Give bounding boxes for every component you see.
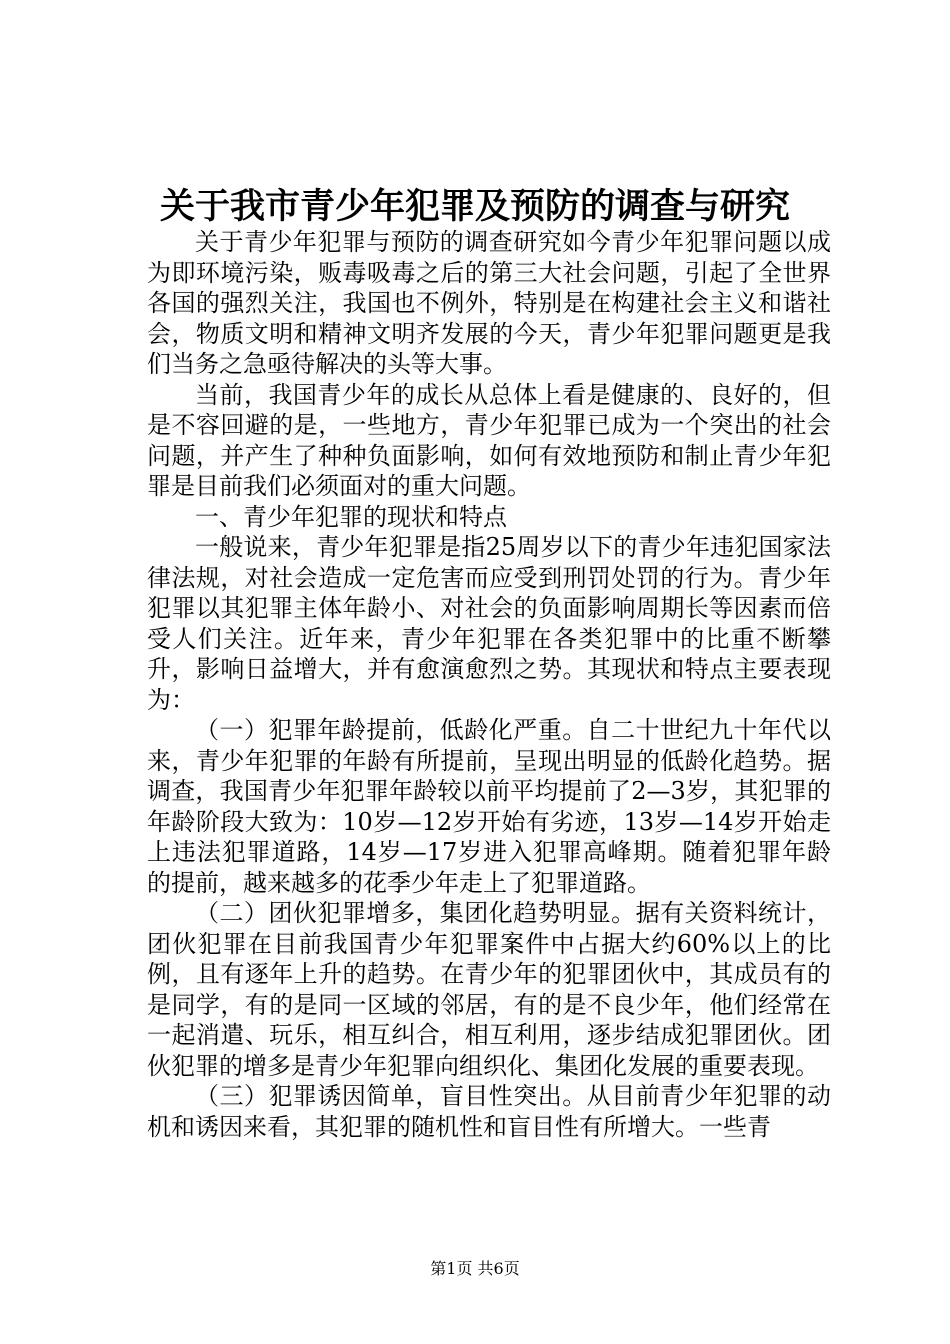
paragraph-definition: 一般说来，青少年犯罪是指25周岁以下的青少年违犯国家法律法规，对社会造成一定危害而应受到刑罚处罚的行为。青少年犯罪以其犯罪主体年龄小、对社会的负面影响周期长等因素而倍受人们关注。近年来，青少年犯罪在各类犯罪中的比重不断攀升，影响日益增大，并有愈演愈烈之势。其现状和特点主要表现为： (147, 533, 831, 714)
paragraph-point-1: （一）犯罪年龄提前，低龄化严重。自二十世纪九十年代以来，青少年犯罪的年龄有所提前，呈现出明显的低龄化趋势。据调查，我国青少年犯罪年龄较以前平均提前了2—3岁，其犯罪的年龄阶段大致为：10岁—12岁开始有劣迹，13岁—14岁开始走上违法犯罪道路，14岁—17岁进入犯罪高峰期。随着犯罪年龄的提前，越来越多的花季少年走上了犯罪道路。 (147, 716, 831, 897)
paragraph-intro: 关于青少年犯罪与预防的调查研究如今青少年犯罪问题以成为即环境污染，贩毒吸毒之后的第三大社会问题，引起了全世界各国的强烈关注，我国也不例外，特别是在构建社会主义和谐社会，物质文明和精神文明齐发展的今天，青少年犯罪问题更是我们当务之急亟待解决的头等大事。 (147, 228, 831, 378)
page-footer: 第1页 共6页 (430, 1259, 520, 1278)
paragraph-point-2: （二）团伙犯罪增多，集团化趋势明显。据有关资料统计，团伙犯罪在目前我国青少年犯罪案件中占据大约60%以上的比例，且有逐年上升的趋势。在青少年的犯罪团伙中，其成员有的是同学，有的是同一区域的邻居，有的是不良少年，他们经常在一起消遣、玩乐，相互纠合，相互利用，逐步结成犯罪团伙。团伙犯罪的增多是青少年犯罪向组织化、集团化发展的重要表现。 (147, 899, 831, 1080)
document-body (147, 227, 831, 1142)
document-title: 关于我市青少年犯罪及预防的调查与研究 (159, 186, 790, 227)
paragraph-current-situation: 当前，我国青少年的成长从总体上看是健康的、良好的，但是不容回避的是，一些地方，青少年犯罪已成为一个突出的社会问题，并产生了种种负面影响，如何有效地预防和制止青少年犯罪是目前我们必须面对的重大问题。 (147, 380, 831, 500)
section-heading: 一、青少年犯罪的现状和特点 (195, 502, 507, 531)
paragraph-point-3: （三）犯罪诱因简单，盲目性突出。从目前青少年犯罪的动机和诱因来看，其犯罪的随机性和盲目性有所增大。一些青 (147, 1082, 831, 1141)
